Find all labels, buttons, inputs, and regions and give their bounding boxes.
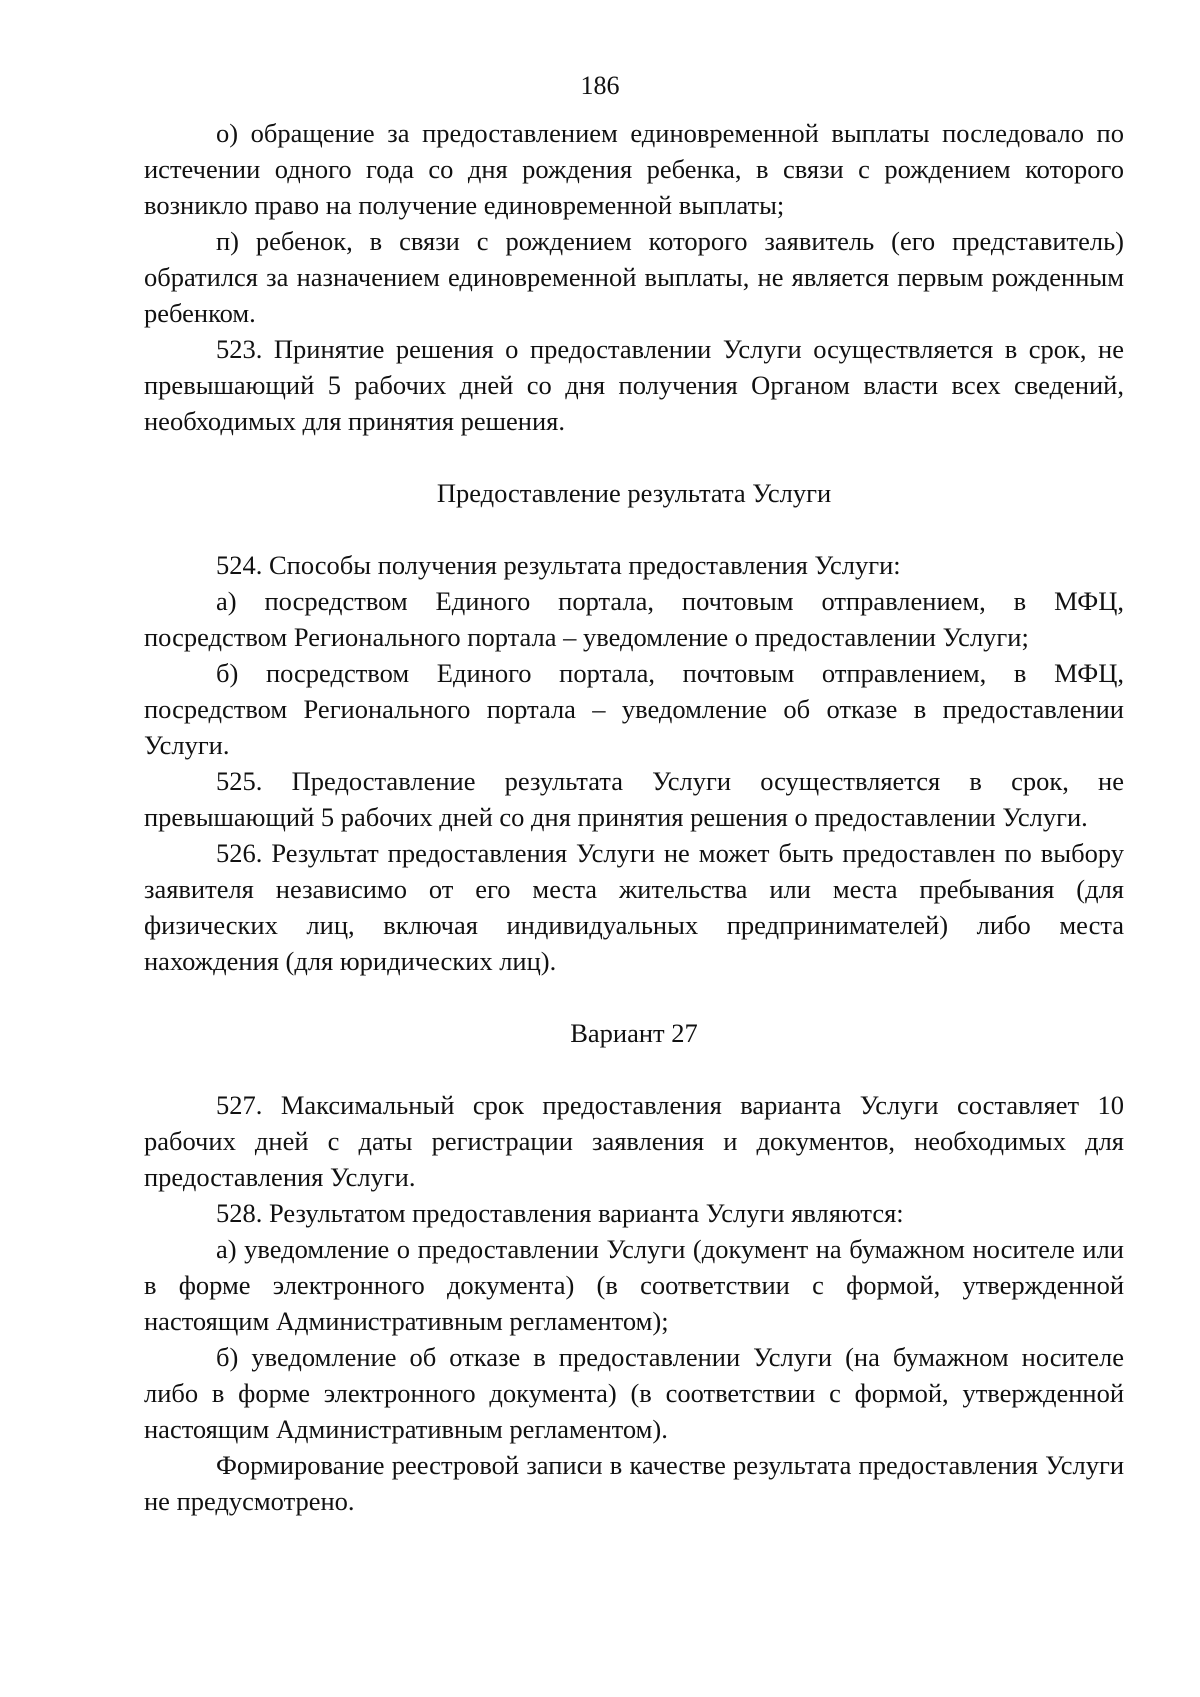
- paragraph: 526. Результат предоставления Услуги не может быть предоставлен по выбору заявителя независимо от его места жительства или места пребывания (для физических лиц, включая индивидуальных предпринимателей) либо места нахождения (для юридических лиц).: [144, 838, 1124, 976]
- page-number: 186: [580, 71, 620, 100]
- section-heading: Вариант 27: [570, 1018, 698, 1048]
- paragraph: о) обращение за предоставлением единовременной выплаты последовало по истечении одного года со дня рождения ребенка, в связи с рождением которого возникло право на получение единовременной выплаты;: [144, 118, 1124, 220]
- paragraph: 527. Максимальный срок предоставления варианта Услуги составляет 10 рабочих дней с даты регистрации заявления и документов, необходимых для предоставления Услуги.: [144, 1090, 1124, 1192]
- paragraph: б) уведомление об отказе в предоставлении Услуги (на бумажном носителе либо в форме электронного документа) (в соответствии с формой, утвержденной настоящим Административным регламентом).: [144, 1342, 1124, 1444]
- document-body: [144, 115, 1124, 1519]
- paragraph: 528. Результатом предоставления варианта Услуги являются:: [216, 1198, 904, 1228]
- paragraph: п) ребенок, в связи с рождением которого заявитель (его представитель) обратился за назначением единовременной выплаты, не является первым рожденным ребенком.: [144, 226, 1124, 328]
- paragraph: б) посредством Единого портала, почтовым отправлением, в МФЦ, посредством Регионального портала – уведомление об отказе в предоставлении Услуги.: [144, 658, 1124, 760]
- paragraph: а) уведомление о предоставлении Услуги (документ на бумажном носителе или в форме электронного документа) (в соответствии с формой, утвержденной настоящим Административным регламентом);: [144, 1234, 1124, 1336]
- section-heading: Предоставление результата Услуги: [436, 478, 832, 508]
- paragraph: 524. Способы получения результата предоставления Услуги:: [216, 550, 901, 580]
- paragraph: 525. Предоставление результата Услуги осуществляется в срок, не превышающий 5 рабочих дней со дня принятия решения о предоставлении Услуги.: [144, 766, 1124, 832]
- paragraph: 523. Принятие решения о предоставлении Услуги осуществляется в срок, не превышающий 5 рабочих дней со дня получения Органом власти всех сведений, необходимых для принятия решения.: [144, 334, 1124, 436]
- paragraph: а) посредством Единого портала, почтовым отправлением, в МФЦ, посредством Регионального портала – уведомление о предоставлении Услуги;: [144, 586, 1124, 652]
- paragraph: Формирование реестровой записи в качестве результата предоставления Услуги не предусмотрено.: [144, 1450, 1124, 1516]
